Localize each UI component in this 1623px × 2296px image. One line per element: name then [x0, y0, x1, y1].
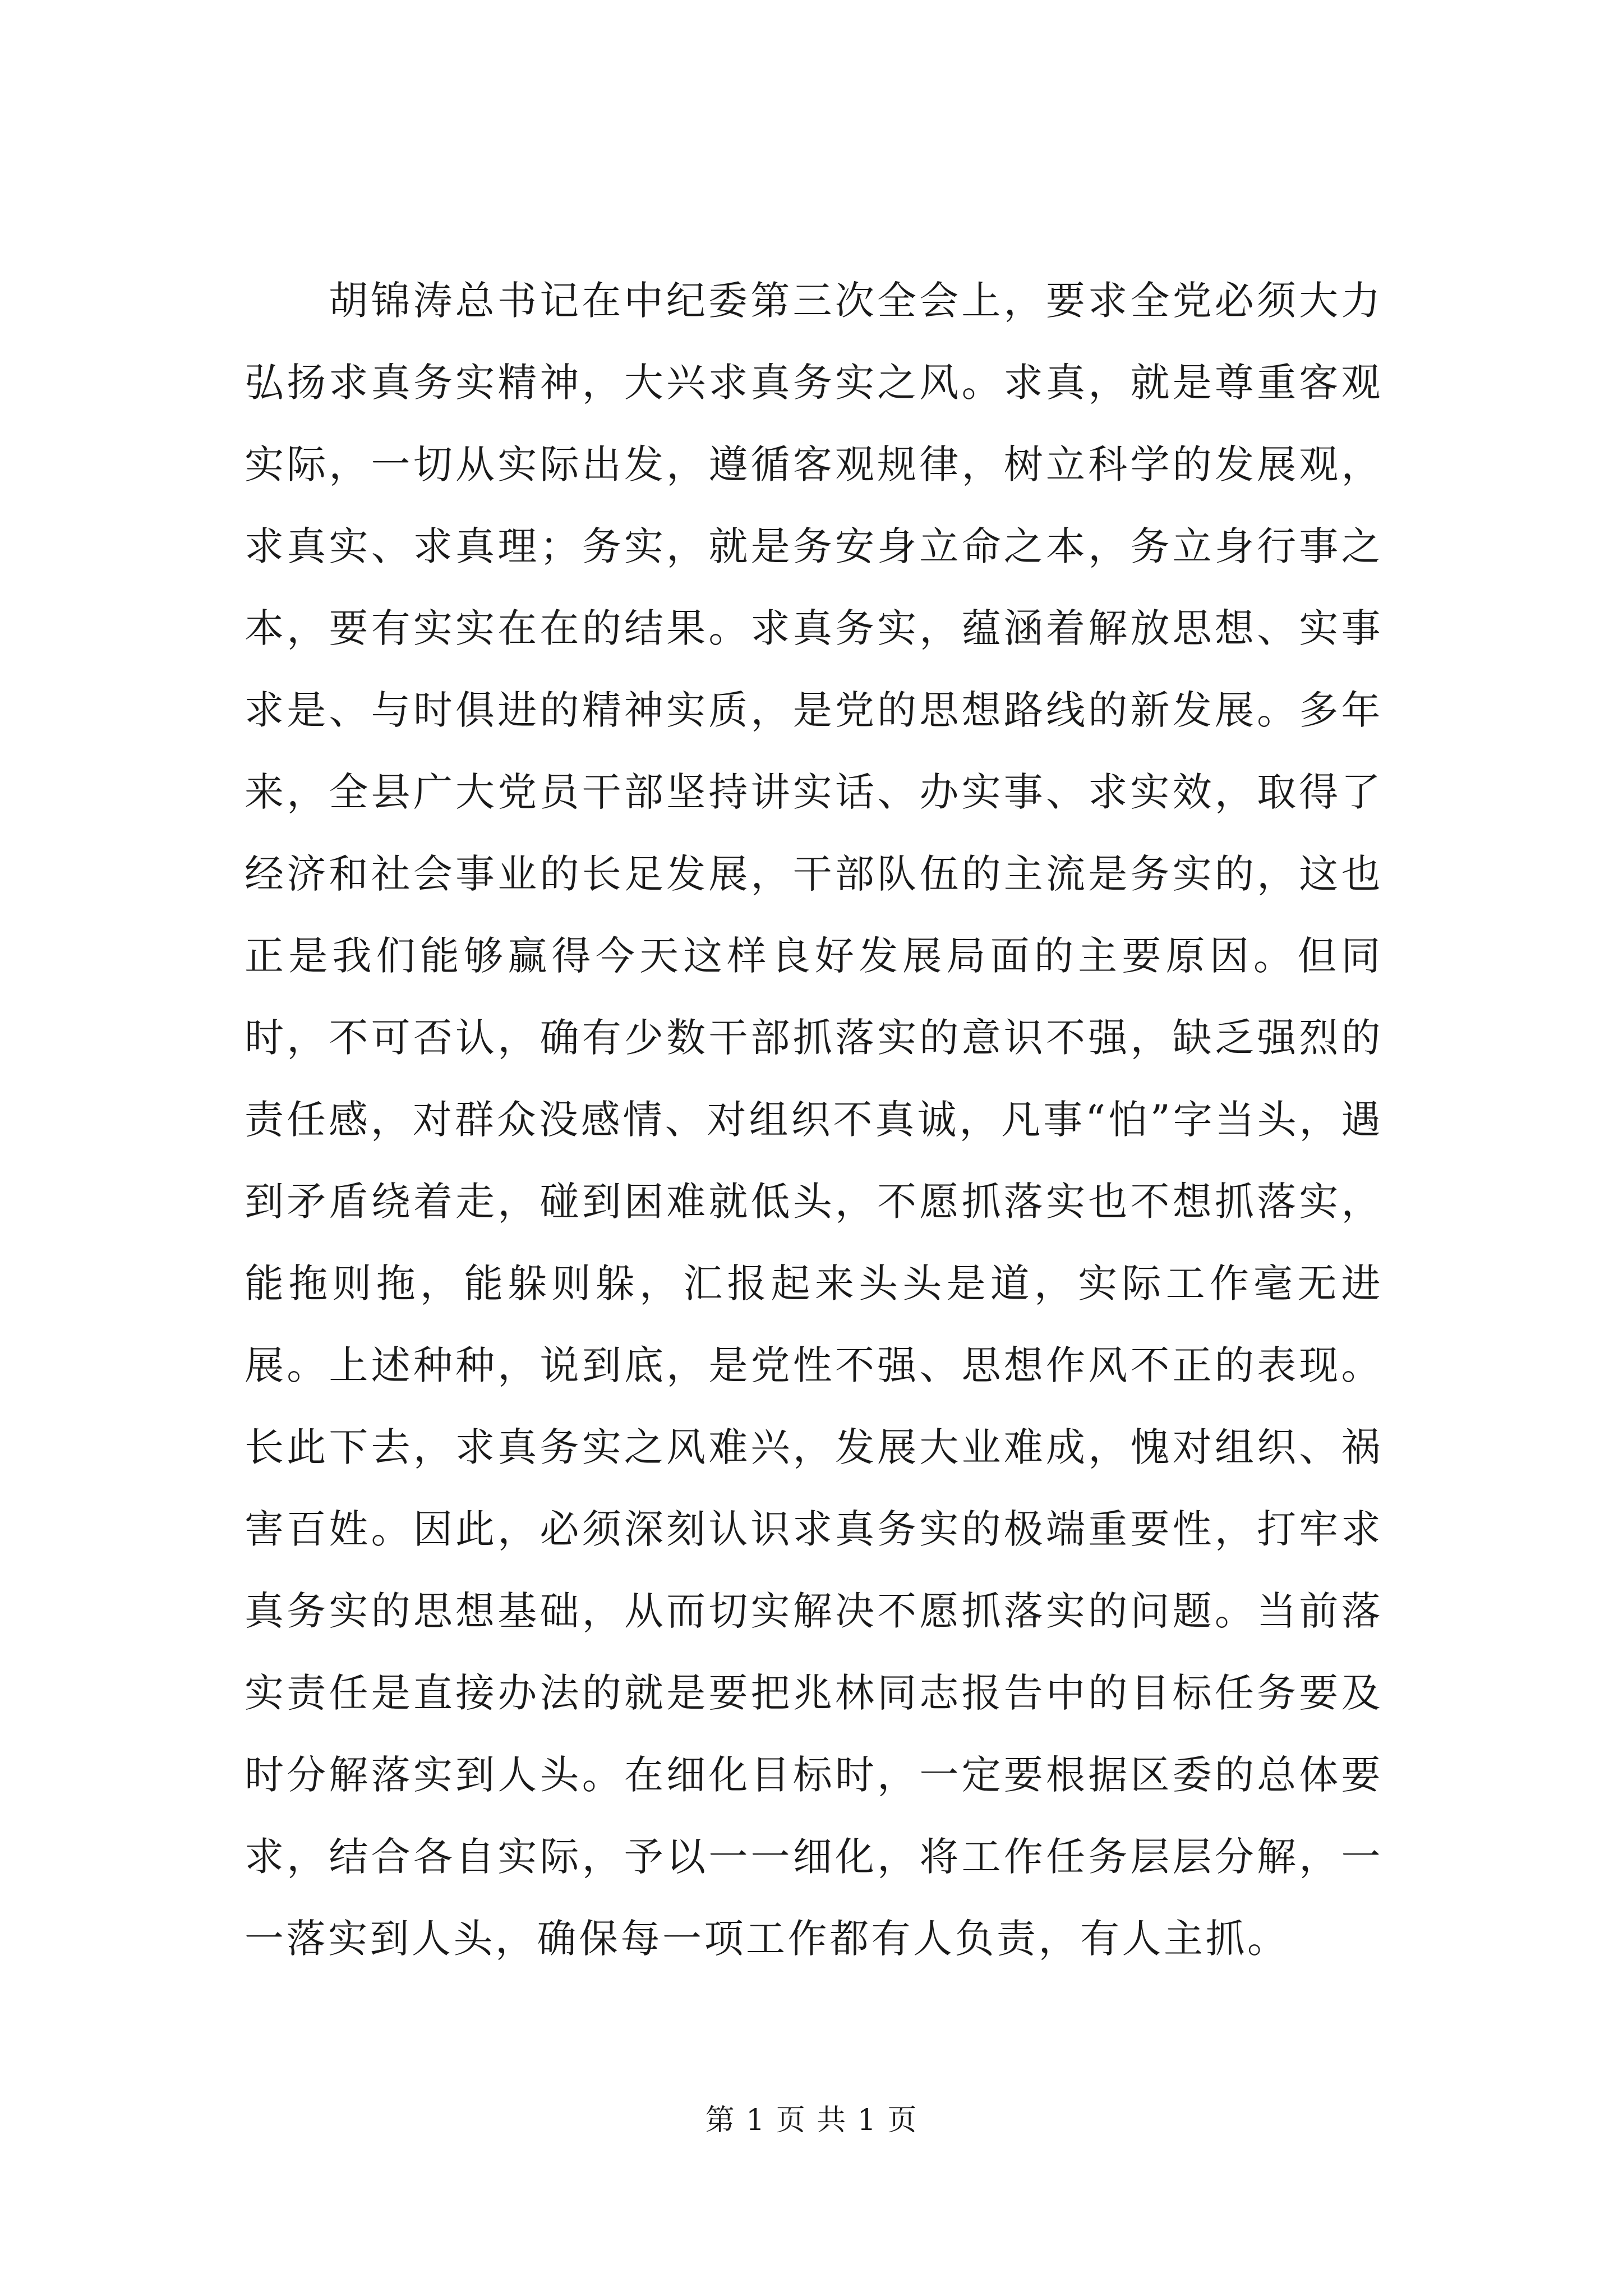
body-paragraph: 胡锦涛总书记在中纪委第三次全会上，要求全党必须大力弘扬求真务实精神，大兴求真务实之风。求真，就是尊重客观实际，一切从实际出发，遵循客观规律，树立科学的发展观，求真实、求真理；务实，就是务安身立命之本，务立身行事之本，要有实实在在的结果。求真务实，蕴涵着解放思想、实事求是、与时俱进的精神实质，是党的思想路线的新发展。多年来，全县广大党员干部坚持讲实话、办实事、求实效，取得了经济和社会事业的长足发展，干部队伍的主流是务实的，这也正是我们能够赢得今天这样良好发展局面的主要原因。但同时，不可否认，确有少数干部抓落实的意识不强，缺乏强烈的责任感，对群众没感情、对组织不真诚，凡事“怕”字当头，遇到矛盾绕着走，碰到困难就低头，不愿抓落实也不想抓落实，能拖则拖，能躲则躲，汇报起来头头是道，实际工作毫无进展。上述种种，说到底，是党性不强、思想作风不正的表现。长此下去，求真务实之风难兴，发展大业难成，愧对组织、祸害百姓。因此，必须深刻认识求真务实的极端重要性，打牢求真务实的思想基础，从而切实解决不愿抓落实的问题。当前落实责任是直接办法的就是要把兆林同志报告中的目标任务要及时分解落实到人头。在细化目标时，一定要根据区委的总体要求，结合各自实际，予以一一细化，将工作任务层层分解，一一落实到人头，确保每一项工作都有人负责，有人主抓。: [245, 278, 1383, 1962]
page-footer: 第 1 页 共 1 页: [705, 2104, 918, 2137]
